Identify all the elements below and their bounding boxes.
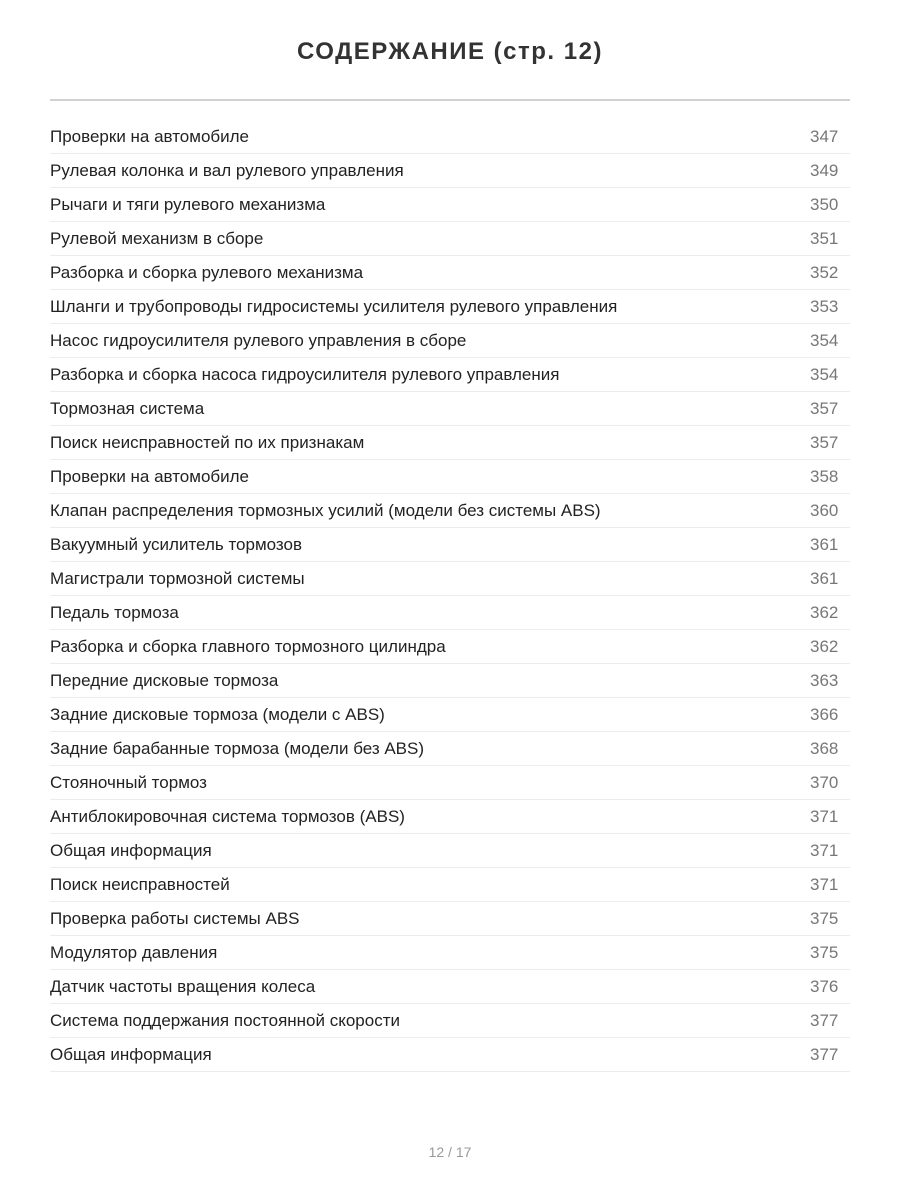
toc-entry-title: Антиблокировочная система тормозов (ABS) [50, 806, 405, 826]
toc-entry-page-number: 376 [810, 976, 839, 996]
toc-entry-page-number: 352 [810, 262, 839, 282]
toc-entry-page-number: 361 [810, 568, 839, 588]
toc-entry-page-number: 347 [810, 126, 839, 146]
toc-entry-title: Разборка и сборка главного тормозного цилиндра [50, 636, 446, 656]
toc-entry-page-number: 377 [810, 1010, 839, 1030]
toc-entry[interactable] [50, 1038, 850, 1072]
toc-entry[interactable] [50, 1004, 850, 1038]
toc-entry-page-number: 362 [810, 636, 839, 656]
toc-entry-title: Рулевой механизм в сборе [50, 228, 264, 248]
page-counter: 12 / 17 [428, 1144, 472, 1160]
toc-entry-page-number: 350 [810, 194, 839, 214]
toc-entry-title: Рулевая колонка и вал рулевого управления [50, 160, 404, 180]
toc-entry-page-number: 375 [810, 942, 839, 962]
toc-entry-page-number: 371 [810, 874, 839, 894]
toc-entry-title: Общая информация [50, 840, 212, 860]
title-divider [50, 99, 850, 101]
toc-entry-page-number: 366 [810, 704, 839, 724]
toc-entry-title: Поиск неисправностей по их признакам [50, 432, 365, 452]
toc-entry-page-number: 354 [810, 364, 839, 384]
toc-entry[interactable] [50, 528, 850, 562]
toc-entry-page-number: 370 [810, 772, 839, 792]
toc-entry[interactable] [50, 290, 850, 324]
toc-entry-page-number: 357 [810, 432, 839, 452]
toc-entry-page-number: 377 [810, 1044, 839, 1064]
toc-entry-title: Задние дисковые тормоза (модели с ABS) [50, 704, 385, 724]
toc-entry[interactable] [50, 562, 850, 596]
toc-entry[interactable] [50, 460, 850, 494]
toc-entry-page-number: 363 [810, 670, 839, 690]
toc-entry[interactable] [50, 834, 850, 868]
toc-entry-page-number: 371 [810, 840, 839, 860]
toc-entry-title: Модулятор давления [50, 942, 218, 962]
toc-entry-page-number: 362 [810, 602, 839, 622]
toc-entry[interactable] [50, 426, 850, 460]
toc-list [50, 120, 850, 1072]
toc-entry-page-number: 375 [810, 908, 839, 928]
toc-entry[interactable] [50, 902, 850, 936]
toc-entry-title: Педаль тормоза [50, 602, 179, 622]
toc-entry-title: Разборка и сборка насоса гидроусилителя рулевого управления [50, 364, 560, 384]
toc-entry[interactable] [50, 970, 850, 1004]
toc-entry[interactable] [50, 800, 850, 834]
toc-entry[interactable] [50, 324, 850, 358]
toc-entry[interactable] [50, 392, 850, 426]
toc-entry-page-number: 361 [810, 534, 839, 554]
toc-entry-title: Проверки на автомобиле [50, 466, 250, 486]
toc-entry-page-number: 351 [810, 228, 839, 248]
toc-entry[interactable] [50, 358, 850, 392]
toc-entry-page-number: 358 [810, 466, 839, 486]
toc-entry[interactable] [50, 936, 850, 970]
toc-entry[interactable] [50, 494, 850, 528]
toc-entry-page-number: 368 [810, 738, 839, 758]
toc-entry[interactable] [50, 154, 850, 188]
toc-entry-page-number: 349 [810, 160, 839, 180]
toc-entry-page-number: 360 [810, 500, 839, 520]
toc-entry-page-number: 354 [810, 330, 839, 350]
toc-entry-title: Тормозная система [50, 398, 205, 418]
toc-entry-title: Проверки на автомобиле [50, 126, 250, 146]
toc-entry-title: Общая информация [50, 1044, 212, 1064]
toc-entry-title: Датчик частоты вращения колеса [50, 976, 316, 996]
toc-entry-title: Магистрали тормозной системы [50, 568, 305, 588]
toc-entry-title: Стояночный тормоз [50, 772, 207, 792]
toc-entry-title: Шланги и трубопроводы гидросистемы усилителя рулевого управления [50, 296, 618, 316]
toc-entry[interactable] [50, 698, 850, 732]
toc-entry[interactable] [50, 868, 850, 902]
toc-entry-title: Вакуумный усилитель тормозов [50, 534, 302, 554]
toc-entry[interactable] [50, 188, 850, 222]
toc-entry[interactable] [50, 596, 850, 630]
toc-entry-title: Клапан распределения тормозных усилий (модели без системы ABS) [50, 500, 601, 520]
toc-entry-title: Проверка работы системы ABS [50, 908, 300, 928]
toc-entry-title: Задние барабанные тормоза (модели без ABS) [50, 738, 425, 758]
toc-entry[interactable] [50, 732, 850, 766]
toc-entry-title: Разборка и сборка рулевого механизма [50, 262, 364, 282]
toc-entry-title: Система поддержания постоянной скорости [50, 1010, 401, 1030]
toc-entry-page-number: 371 [810, 806, 839, 826]
toc-entry[interactable] [50, 222, 850, 256]
toc-entry-title: Поиск неисправностей [50, 874, 230, 894]
toc-entry-title: Насос гидроусилителя рулевого управления в сборе [50, 330, 467, 350]
toc-entry[interactable] [50, 664, 850, 698]
toc-entry-title: Передние дисковые тормоза [50, 670, 279, 690]
toc-entry-page-number: 353 [810, 296, 839, 316]
toc-entry[interactable] [50, 256, 850, 290]
toc-entry-title: Рычаги и тяги рулевого механизма [50, 194, 326, 214]
toc-entry[interactable] [50, 766, 850, 800]
toc-entry[interactable] [50, 630, 850, 664]
toc-entry-page-number: 357 [810, 398, 839, 418]
toc-entry[interactable] [50, 120, 850, 154]
page-title: СОДЕРЖАНИЕ (стр. 12) [297, 38, 603, 65]
